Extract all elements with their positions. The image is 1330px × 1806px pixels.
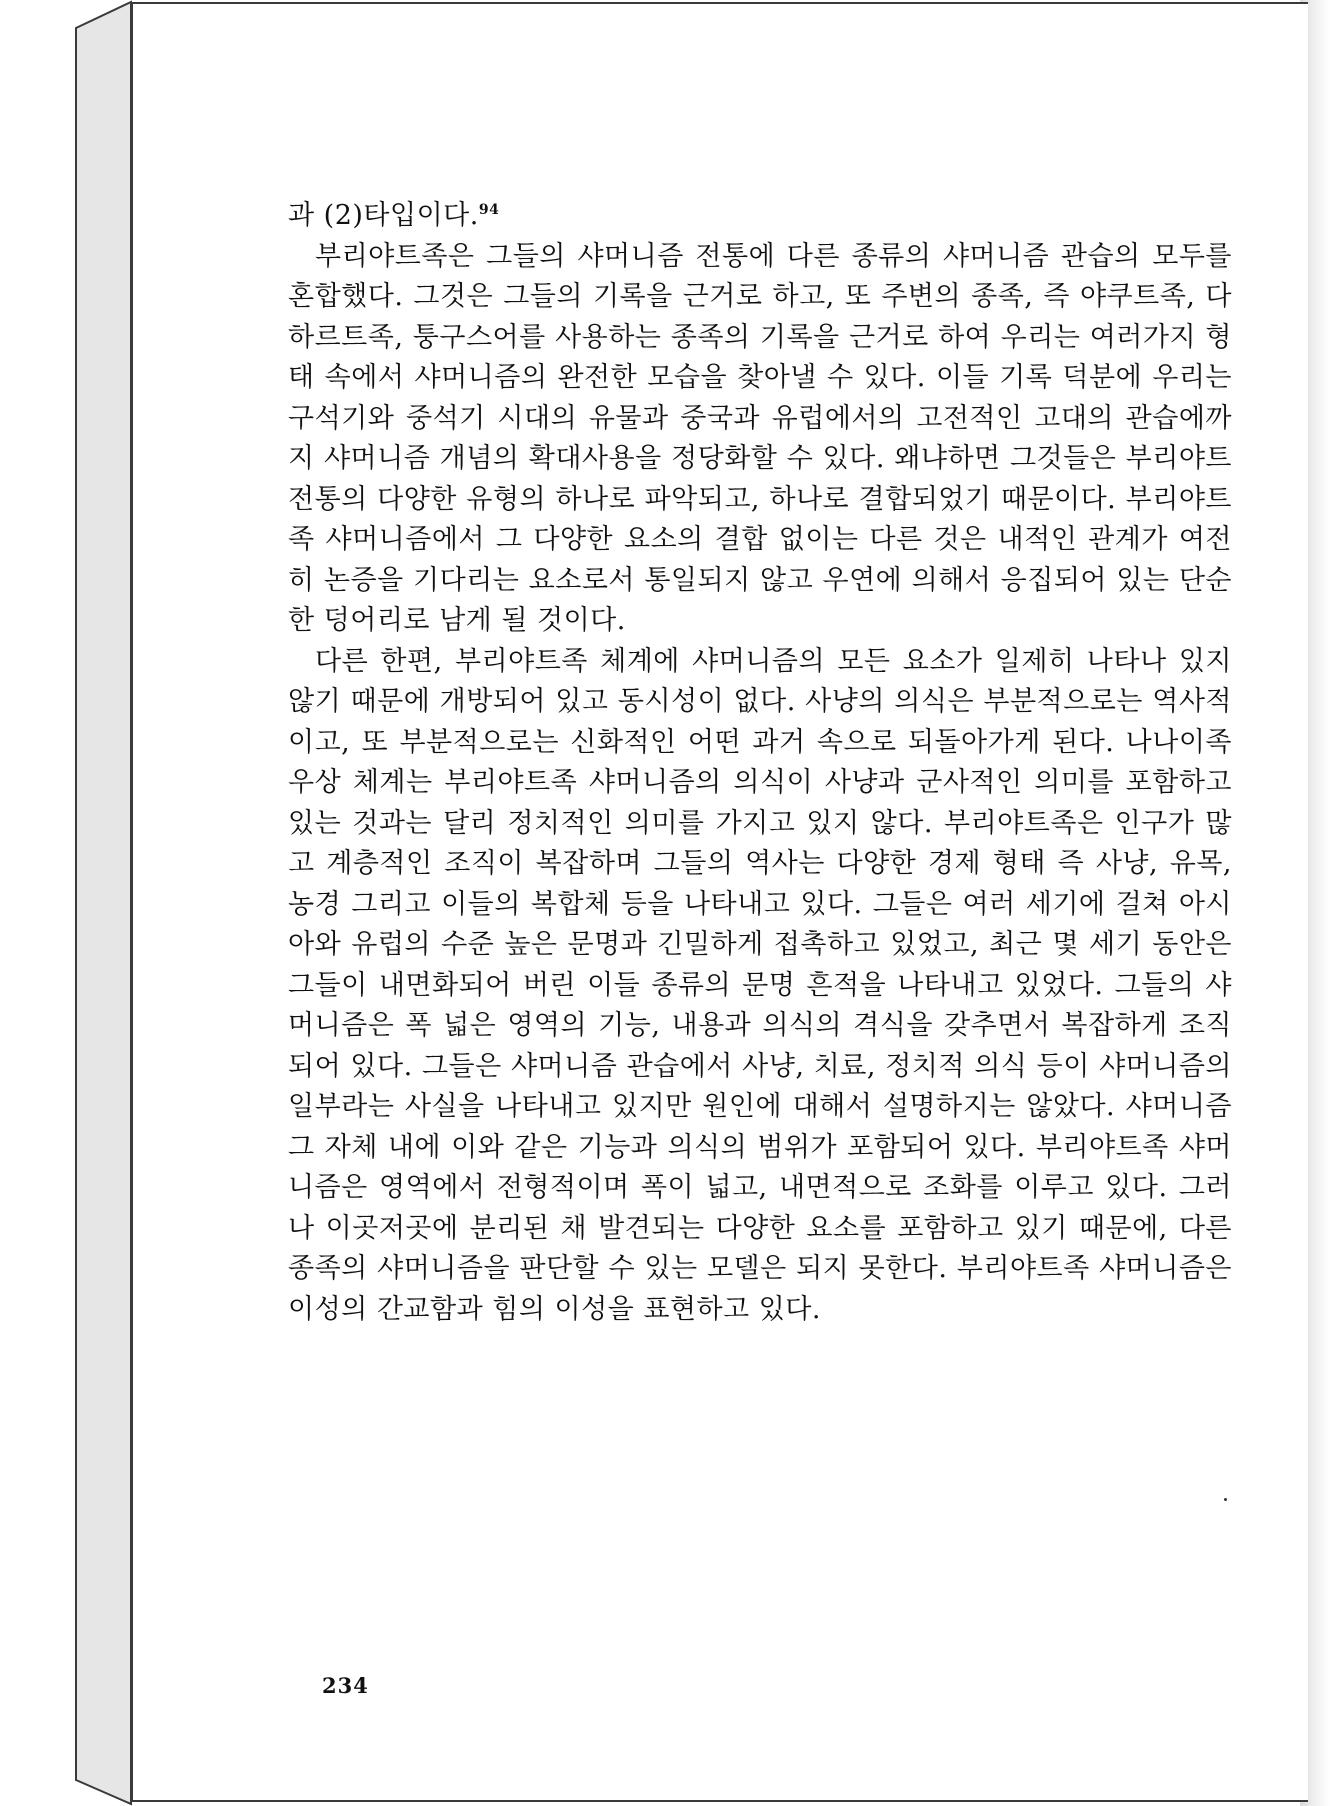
page-number: 234: [322, 1673, 369, 1698]
paragraph-1: 부리야트족은 그들의 샤머니즘 전통에 다른 종류의 샤머니즘 관습의 모두를 혼합했다. 그것은 그들의 기록을 근거로 하고, 또 주변의 종족, 즉 야쿠트족, 다하르트족, 퉁구스어를 사용하는 종족의 기록을 근거로 하여 우리는 여러가지 형태 속에서 샤머니즘의 완전한 모습을 찾아낼 수 있다. 이들 기록 덕분에 우리는 구석기와 중석기 시대의 유물과 중국과 유럽에서의 고전적인 고대의 관습에까지 샤머니즘 개념의 확대사용을 정당화할 수 있다. 왜냐하면 그것들은 부리야트 전통의 다양한 유형의 하나로 파악되고, 하나로 결합되었기 때문이다. 부리야트족 샤머니즘에서 그 다양한 요소의 결합 없이는 다른 것은 내적인 관계가 여전히 논증을 기다리는 요소로서 통일되지 않고 우연에 의해서 응집되어 있는 단순한 덩어리로 남게 될 것이다.: [288, 240, 1232, 636]
footnote-marker: 94: [478, 202, 500, 218]
opening-line-text: 과 (2)타입이다.: [288, 200, 479, 231]
body-text: [288, 190, 1232, 1330]
print-speck: [1224, 1498, 1227, 1501]
opening-line: [288, 190, 1232, 237]
paragraph-2: 다른 한편, 부리야트족 체계에 샤머니즘의 모든 요소가 일제히 나타나 있지 않기 때문에 개방되어 있고 동시성이 없다. 사냥의 의식은 부분적으로는 역사적이고, 또 부분적으로는 신화적인 어떤 과거 속으로 되돌아가게 된다. 나나이족 우상 체계는 부리야트족 샤머니즘의 의식이 사냥과 군사적인 의미를 포함하고 있는 것과는 달리 정치적인 의미를 가지고 있지 않다. 부리야트족은 인구가 많고 계층적인 조직이 복잡하며 그들의 역사는 다양한 경제 형태 즉 사냥, 유목, 농경 그리고 이들의 복합체 등을 나타내고 있다. 그들은 여러 세기에 걸쳐 아시아와 유럽의 수준 높은 문명과 긴밀하게 접촉하고 있었고, 최근 몇 세기 동안은 그들이 내면화되어 버린 이들 종류의 문명 흔적을 나타내고 있었다. 그들의 샤머니즘은 폭 넓은 영역의 기능, 내용과 의식의 격식을 갖추면서 복잡하게 조직되어 있다. 그들은 샤머니즘 관습에서 사냥, 치료, 정치적 의식 등이 샤머니즘의 일부라는 사실을 나타내고 있지만 원인에 대해서 설명하지는 않았다. 샤머니즘 그 자체 내에 이와 같은 기능과 의식의 범위가 포함되어 있다. 부리야트족 샤머니즘은 영역에서 전형적이며 폭이 넓고, 내면적으로 조화를 이루고 있다. 그러나 이곳저곳에 분리된 채 발견되는 다양한 요소를 포함하고 있기 때문에, 다른 종족의 샤머니즘을 판단할 수 있는 모델은 되지 못한다. 부리야트족 샤머니즘은 이성의 간교함과 힘의 이성을 표현하고 있다.: [288, 645, 1232, 1325]
